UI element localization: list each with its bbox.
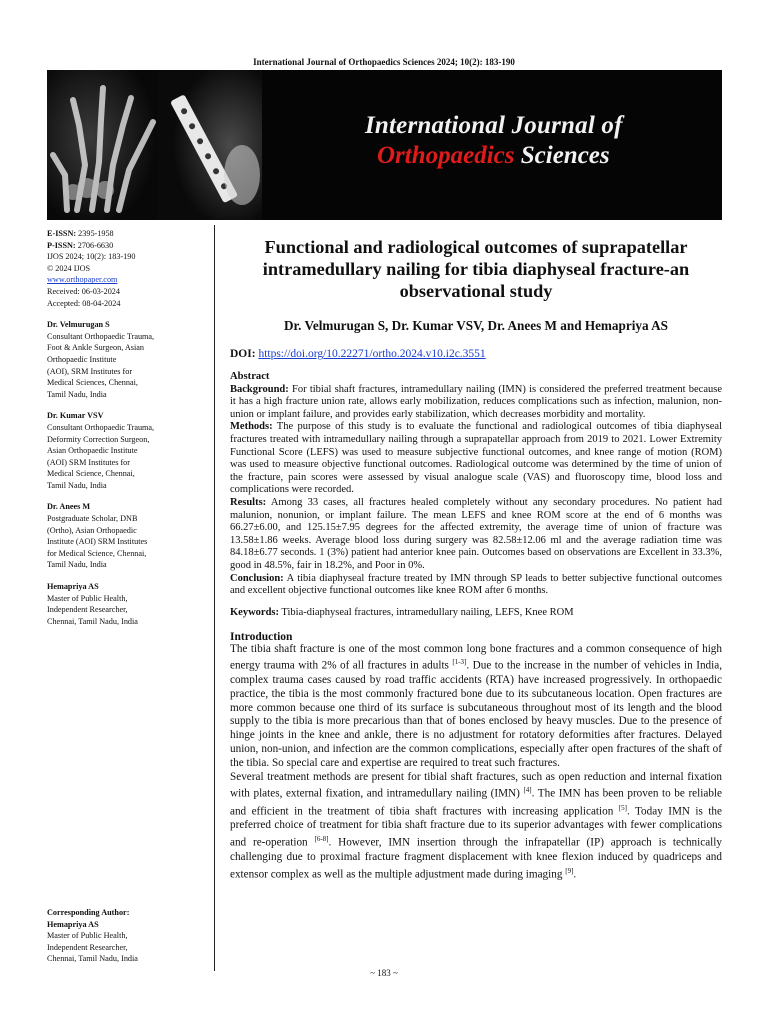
running-header: International Journal of Orthopaedics Sciences 2024; 10(2): 183-190	[253, 57, 515, 67]
affiliation-block	[47, 319, 210, 400]
abstract-background	[230, 384, 722, 422]
journal-title-line1: International Journal of	[365, 112, 623, 139]
journal-title-line2	[377, 142, 623, 170]
journal-title	[365, 112, 623, 170]
pissn-label: P-ISSN:	[47, 240, 76, 250]
sidebar	[47, 228, 210, 627]
column-divider	[214, 225, 215, 971]
affiliation-line: Medical Sciences, Chennai,	[47, 378, 138, 388]
introduction-heading: Introduction	[230, 630, 293, 643]
keywords	[230, 607, 722, 618]
page-number: ~ 183 ~	[370, 968, 398, 978]
author-affiliations	[47, 319, 210, 627]
doi	[230, 348, 722, 360]
abstract-text: Among 33 cases, all fractures healed completely without any secondary procedures. No patient had malunion, nonunion, or implant failure. The mean LEFS and knee ROM score at the end of 6 months was 66.27±6.00, and 125.15±7.95 degrees for the affected extremity, the average time of union of fracture was 13.58±1.86 weeks. Average blood loss during surgery was 82.58±12.06 ml and the average radiation time was 84.18±6.77 seconds. 1 (3%) patient had anterior knee pain. Outcomes based on observations are Excellent in 33.3%, good in 48.5%, fair in 18.2%, and Poor in 0%.	[230, 496, 722, 571]
paper-title: Functional and radiological outcomes of suprapatellar intramedullary nailing for tibia diaphyseal fracture-an observational study	[262, 237, 690, 301]
body-text-run: The tibia shaft fracture is one of the most common long bone fractures and a common consequence of high energy trauma with 2% of all fractures in adults	[230, 642, 722, 673]
body-text-run: . Today IMN is the preferred choice of treatment for tibia shaft fracture due to its superior advantages with fewer complications and re-operation	[230, 805, 722, 849]
corresponding-line: Independent Researcher,	[47, 942, 128, 952]
affiliation-block	[47, 501, 210, 571]
doi-label: DOI:	[230, 348, 256, 360]
corresponding-author	[47, 907, 210, 965]
abstract-conclusion	[230, 573, 722, 598]
citation-ref: [4]	[523, 786, 532, 795]
author-list: Dr. Velmurugan S, Dr. Kumar VSV, Dr. Anees M and Hemapriya AS	[284, 318, 668, 333]
eissn-value: 2395-1958	[76, 229, 114, 238]
copyright: © 2024 IJOS	[47, 263, 91, 273]
journal-title-rest: Sciences	[514, 142, 610, 169]
affiliation-author-name: Dr. Anees M	[47, 502, 91, 512]
affiliation-line: (AOI) SRM Institutes for	[47, 457, 131, 467]
affiliation-line: (Ortho), Asian Orthopaedic	[47, 525, 137, 535]
xray-collage-image	[47, 70, 262, 220]
affiliation-line: Institute (AOI) SRM Institutes	[47, 537, 148, 547]
corresponding-heading: Corresponding Author:	[47, 908, 130, 917]
keywords-label: Keywords:	[230, 606, 279, 618]
journal-banner	[47, 70, 722, 220]
affiliation-author-name: Dr. Kumar VSV	[47, 411, 104, 421]
body-text-run: . Due to the increase in the number of vehicles in India, complex trauma cases caused by road traffic accidents (RTA) have increased progressively. In orthopaedic practice, the tibia is the most commonly fractured bone due to its subcutaneous location. Open fractures are more common because one third of its surface is subcutaneous throughout most of its length and the blood supply to the tibia is more precarious than that of bones enclosed by heavy muscles. Due to the presence of hinge joints in the knee and ankle, there is no adjustment for rotatory deformities after fractures. Delayed union, non-union, and infection are the common complications, especially after open fractures of the shaft of the tibia. So special care and expertise are required to treat such fractures.	[230, 660, 723, 769]
affiliation-line: Tamil Nadu, India	[47, 560, 107, 570]
article-meta	[47, 228, 210, 309]
affiliation-line: (AOI), SRM Institutes for	[47, 366, 133, 376]
affiliation-author-name: Hemapriya AS	[47, 582, 99, 592]
corresponding-line: Master of Public Health,	[47, 931, 128, 941]
abstract-methods	[230, 421, 722, 497]
abstract-label: Methods:	[230, 421, 273, 433]
body-text-run: . The IMN has been proven to be reliable and efficient in the treatment of tibia shaft fractures with increasing application	[230, 788, 722, 818]
abstract	[230, 371, 722, 598]
affiliation-block	[47, 410, 210, 491]
affiliation-block	[47, 581, 210, 627]
abstract-text: A tibia diaphyseal fracture treated by IMN through SP leads to better subjective functional outcomes and excellent objective functional outcomes like knee ROM after 6 months.	[230, 572, 722, 597]
affiliation-line: Independent Researcher,	[47, 605, 128, 615]
intro-paragraph-1	[230, 643, 722, 771]
affiliation-line: Master of Public Health,	[47, 593, 128, 603]
journal-title-accent: Orthopaedics	[377, 142, 515, 169]
affiliation-line: Consultant Orthopaedic Trauma,	[47, 422, 155, 432]
citation-ref: [6-8]	[314, 835, 329, 844]
abstract-heading: Abstract	[230, 371, 270, 382]
citation-ref: [9]	[565, 866, 574, 875]
intro-paragraph-2	[230, 771, 722, 883]
affiliation-line: Tamil Nadu, India	[47, 389, 107, 399]
abstract-text: For tibial shaft fractures, intramedullary nailing (IMN) is considered the preferred treatment because it has a high fracture union rate, allows early mobilization, reduces complications such as infection, malunion, non-union or implant failure, and provides early stabilization, which decreases morbidity and mortality.	[230, 383, 722, 420]
abstract-results	[230, 497, 722, 573]
affiliation-line: Tamil Nadu, India	[47, 480, 107, 490]
keywords-text: Tibia-diaphyseal fractures, intramedullary nailing, LEFS, Knee ROM	[279, 606, 574, 618]
eissn	[47, 228, 210, 240]
affiliation-line: Postgraduate Scholar, DNB	[47, 514, 138, 524]
affiliation-line: Foot & Ankle Surgeon, Asian	[47, 343, 144, 353]
affiliation-line: for Medical Science, Chennai,	[47, 548, 147, 558]
affiliation-author-name: Dr. Velmurugan S	[47, 320, 110, 330]
affiliation-line: Chennai, Tamil Nadu, India	[47, 616, 138, 626]
citation-ref: [1-3]	[452, 658, 467, 667]
abstract-label: Results:	[230, 496, 267, 508]
abstract-text: The purpose of this study is to evaluate the functional and radiological outcomes of tibia diaphyseal fractures treated with intramedullary nailing through a suprapatellar approach from 2019 to 2021. Lower Extremity Functional Score (LEFS) was used to measure subjective functional outcomes, and knee range of motion (ROM) was used to measure objective functional outcomes. Radiological outcome was determined by the time of union of the fracture, pain scores were assessed by visual analogue scale (VAS) and fluoroscopy time, blood loss and complications were recorded.	[230, 421, 722, 496]
pissn	[47, 240, 210, 252]
affiliation-line: Medical Science, Chennai,	[47, 469, 135, 479]
affiliation-line: Orthopaedic Institute	[47, 354, 117, 364]
body-text-run: Several treatment methods are present for tibial shaft fractures, such as open reduction and internal fixation with plates, external fixation, and intramedullary nailing (IMN)	[230, 770, 722, 801]
body-text-run: .	[573, 868, 577, 881]
abstract-label: Background:	[230, 383, 289, 395]
body-text-run: . However, IMN insertion through the infrapatellar (IP) approach is technically challenging due to proximal fracture fragment displacement with knee flexion induced by quadriceps and extensor complex as well as the multiple adjustment made during imaging	[230, 836, 722, 881]
citation: IJOS 2024; 10(2): 183-190	[47, 252, 136, 262]
pissn-value: 2706-6630	[75, 240, 114, 250]
affiliation-line: Consultant Orthopaedic Trauma,	[47, 331, 155, 341]
corresponding-line: Chennai, Tamil Nadu, India	[47, 954, 138, 964]
affiliation-line: Deformity Correction Surgeon,	[47, 434, 150, 444]
accepted-date: Accepted: 08-04-2024	[47, 298, 121, 308]
eissn-label: E-ISSN:	[47, 229, 77, 238]
abstract-label: Conclusion:	[230, 572, 284, 584]
doi-link[interactable]: https://doi.org/10.22271/ortho.2024.v10.i2c.3551	[258, 348, 486, 360]
affiliation-line: Asian Orthopaedic Institute	[47, 446, 138, 456]
website-link[interactable]: www.orthopaper.com	[47, 275, 118, 285]
main-column	[230, 236, 722, 882]
corresponding-name: Hemapriya AS	[47, 919, 99, 929]
citation-ref: [5]	[618, 803, 627, 812]
received-date: Received: 06-03-2024	[47, 286, 120, 296]
